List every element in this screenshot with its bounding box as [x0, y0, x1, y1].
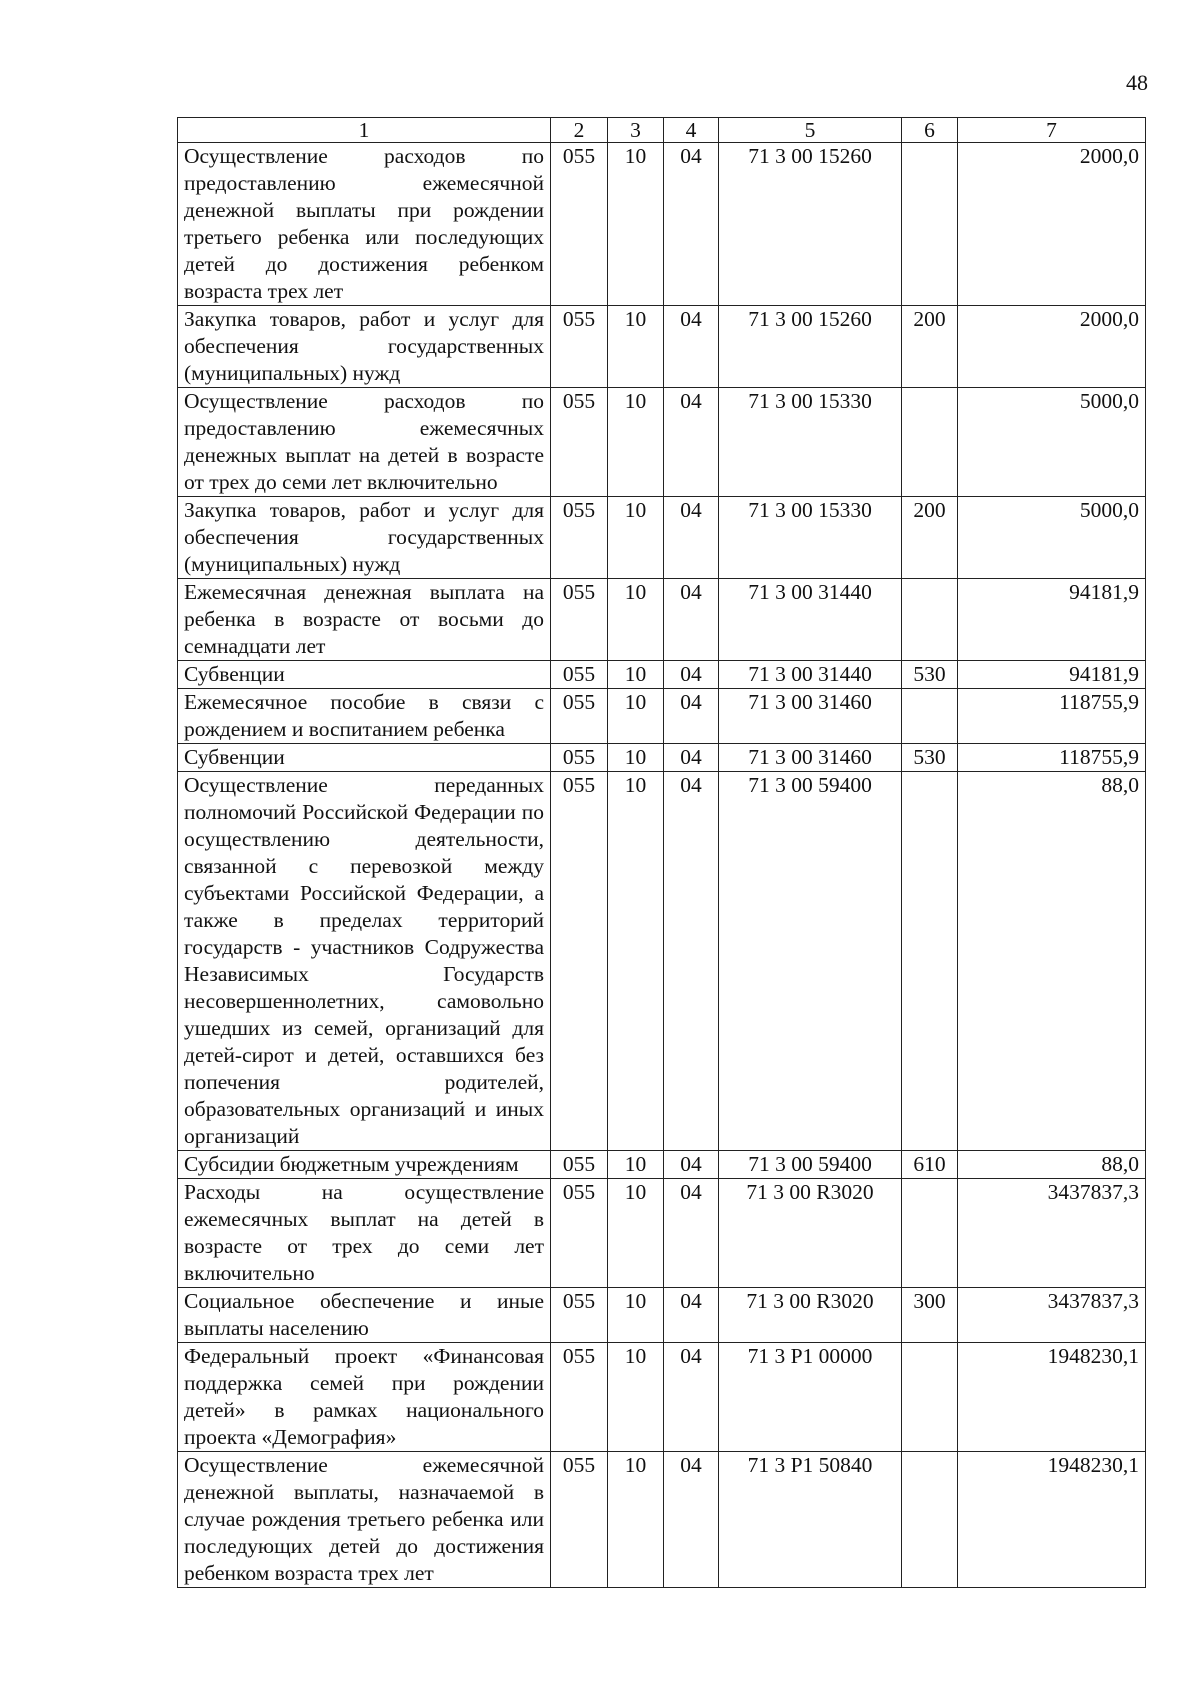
- row-description: Осуществление переданных полномочий Российской Федерации по осуществлению деятельности, связанной с перевозкой между субъектами Российской Федерации, а также в пределах территорий государств - участников Содружества Независимых Государств несовершеннолетних, самовольно ушедших из семей, организаций для детей-сирот и детей, оставшихся без попечения родителей, образовательных организаций и иных организаций: [178, 772, 551, 1151]
- row-expense-type: [902, 689, 958, 744]
- row-section-code: 10: [608, 143, 664, 306]
- row-amount: 118755,9: [958, 689, 1146, 744]
- row-section-code: 10: [608, 497, 664, 579]
- header-cell-3: 3: [608, 118, 664, 143]
- row-amount: 1948230,1: [958, 1452, 1146, 1588]
- row-ministry-code: 055: [551, 1343, 608, 1452]
- row-section-code: 10: [608, 1151, 664, 1179]
- row-amount: 5000,0: [958, 388, 1146, 497]
- row-amount: 88,0: [958, 772, 1146, 1151]
- table-row: [178, 497, 1146, 579]
- row-expense-type: 300: [902, 1288, 958, 1343]
- row-amount: 118755,9: [958, 744, 1146, 772]
- table-row: [178, 772, 1146, 1151]
- row-target-article: 71 3 00 31460: [719, 689, 902, 744]
- row-target-article: 71 3 00 59400: [719, 772, 902, 1151]
- row-ministry-code: 055: [551, 1452, 608, 1588]
- row-expense-type: 610: [902, 1151, 958, 1179]
- row-subsection-code: 04: [664, 1179, 719, 1288]
- row-amount: 5000,0: [958, 497, 1146, 579]
- row-subsection-code: 04: [664, 143, 719, 306]
- header-cell-7: 7: [958, 118, 1146, 143]
- row-section-code: 10: [608, 579, 664, 661]
- row-description: Социальное обеспечение и иные выплаты населению: [178, 1288, 551, 1343]
- row-section-code: 10: [608, 1288, 664, 1343]
- row-subsection-code: 04: [664, 306, 719, 388]
- table-row: [178, 579, 1146, 661]
- row-ministry-code: 055: [551, 388, 608, 497]
- budget-table: [177, 117, 1146, 1588]
- row-section-code: 10: [608, 1179, 664, 1288]
- table-row: [178, 143, 1146, 306]
- row-subsection-code: 04: [664, 661, 719, 689]
- header-cell-6: 6: [902, 118, 958, 143]
- row-target-article: 71 3 00 15330: [719, 388, 902, 497]
- row-ministry-code: 055: [551, 497, 608, 579]
- row-ministry-code: 055: [551, 1151, 608, 1179]
- row-target-article: 71 3 00 31440: [719, 579, 902, 661]
- row-expense-type: 200: [902, 306, 958, 388]
- row-subsection-code: 04: [664, 497, 719, 579]
- row-description: Расходы на осуществление ежемесячных выплат на детей в возрасте от трех до семи лет включительно: [178, 1179, 551, 1288]
- row-subsection-code: 04: [664, 1343, 719, 1452]
- header-cell-2: 2: [551, 118, 608, 143]
- row-expense-type: 530: [902, 661, 958, 689]
- row-ministry-code: 055: [551, 143, 608, 306]
- row-subsection-code: 04: [664, 1452, 719, 1588]
- row-subsection-code: 04: [664, 1288, 719, 1343]
- row-target-article: 71 3 00 R3020: [719, 1179, 902, 1288]
- row-subsection-code: 04: [664, 744, 719, 772]
- row-expense-type: [902, 388, 958, 497]
- row-amount: 1948230,1: [958, 1343, 1146, 1452]
- row-expense-type: [902, 1179, 958, 1288]
- header-cell-4: 4: [664, 118, 719, 143]
- row-amount: 2000,0: [958, 143, 1146, 306]
- row-target-article: 71 3 P1 50840: [719, 1452, 902, 1588]
- row-description: Федеральный проект «Финансовая поддержка семей при рождении детей» в рамках национального проекта «Демография»: [178, 1343, 551, 1452]
- page-number: 48: [1126, 70, 1148, 95]
- table-row: [178, 689, 1146, 744]
- table-row: [178, 1452, 1146, 1588]
- row-target-article: 71 3 P1 00000: [719, 1343, 902, 1452]
- row-expense-type: [902, 143, 958, 306]
- row-subsection-code: 04: [664, 1151, 719, 1179]
- header-row: [178, 118, 1146, 143]
- table-row: [178, 388, 1146, 497]
- row-subsection-code: 04: [664, 388, 719, 497]
- table-row: [178, 744, 1146, 772]
- row-section-code: 10: [608, 772, 664, 1151]
- row-ministry-code: 055: [551, 1288, 608, 1343]
- table-row: [178, 661, 1146, 689]
- row-target-article: 71 3 00 15260: [719, 143, 902, 306]
- table-row: [178, 1343, 1146, 1452]
- row-target-article: 71 3 00 31460: [719, 744, 902, 772]
- row-target-article: 71 3 00 15260: [719, 306, 902, 388]
- row-subsection-code: 04: [664, 689, 719, 744]
- row-ministry-code: 055: [551, 661, 608, 689]
- row-ministry-code: 055: [551, 689, 608, 744]
- row-ministry-code: 055: [551, 306, 608, 388]
- row-section-code: 10: [608, 661, 664, 689]
- row-target-article: 71 3 00 59400: [719, 1151, 902, 1179]
- row-description: Субсидии бюджетным учреждениям: [178, 1151, 551, 1179]
- row-section-code: 10: [608, 388, 664, 497]
- row-amount: 88,0: [958, 1151, 1146, 1179]
- table-row: [178, 306, 1146, 388]
- row-description: Субвенции: [178, 744, 551, 772]
- row-amount: 94181,9: [958, 661, 1146, 689]
- row-subsection-code: 04: [664, 772, 719, 1151]
- row-description: Осуществление ежемесячной денежной выплаты, назначаемой в случае рождения третьего ребенка или последующих детей до достижения ребенком возраста трех лет: [178, 1452, 551, 1588]
- row-target-article: 71 3 00 15330: [719, 497, 902, 579]
- row-description: Субвенции: [178, 661, 551, 689]
- row-ministry-code: 055: [551, 1179, 608, 1288]
- row-section-code: 10: [608, 1452, 664, 1588]
- row-amount: 94181,9: [958, 579, 1146, 661]
- header-cell-1: 1: [178, 118, 551, 143]
- row-section-code: 10: [608, 306, 664, 388]
- row-amount: 3437837,3: [958, 1288, 1146, 1343]
- table-row: [178, 1151, 1146, 1179]
- row-target-article: 71 3 00 31440: [719, 661, 902, 689]
- row-section-code: 10: [608, 1343, 664, 1452]
- row-ministry-code: 055: [551, 579, 608, 661]
- row-ministry-code: 055: [551, 772, 608, 1151]
- row-description: Ежемесячная денежная выплата на ребенка в возрасте от восьми до семнадцати лет: [178, 579, 551, 661]
- row-expense-type: [902, 1452, 958, 1588]
- row-description: Осуществление расходов по предоставлению ежемесячных денежных выплат на детей в возрасте от трех до семи лет включительно: [178, 388, 551, 497]
- row-amount: 2000,0: [958, 306, 1146, 388]
- row-target-article: 71 3 00 R3020: [719, 1288, 902, 1343]
- row-expense-type: 200: [902, 497, 958, 579]
- row-description: Осуществление расходов по предоставлению ежемесячной денежной выплаты при рождении третьего ребенка или последующих детей до достижения ребенком возраста трех лет: [178, 143, 551, 306]
- row-description: Закупка товаров, работ и услуг для обеспечения государственных (муниципальных) нужд: [178, 306, 551, 388]
- row-expense-type: [902, 772, 958, 1151]
- row-subsection-code: 04: [664, 579, 719, 661]
- row-ministry-code: 055: [551, 744, 608, 772]
- header-cell-5: 5: [719, 118, 902, 143]
- row-amount: 3437837,3: [958, 1179, 1146, 1288]
- table-row: [178, 1179, 1146, 1288]
- row-expense-type: 530: [902, 744, 958, 772]
- row-section-code: 10: [608, 689, 664, 744]
- table-row: [178, 1288, 1146, 1343]
- row-section-code: 10: [608, 744, 664, 772]
- table-body: [178, 118, 1146, 1588]
- row-description: Ежемесячное пособие в связи с рождением и воспитанием ребенка: [178, 689, 551, 744]
- row-description: Закупка товаров, работ и услуг для обеспечения государственных (муниципальных) нужд: [178, 497, 551, 579]
- row-expense-type: [902, 579, 958, 661]
- row-expense-type: [902, 1343, 958, 1452]
